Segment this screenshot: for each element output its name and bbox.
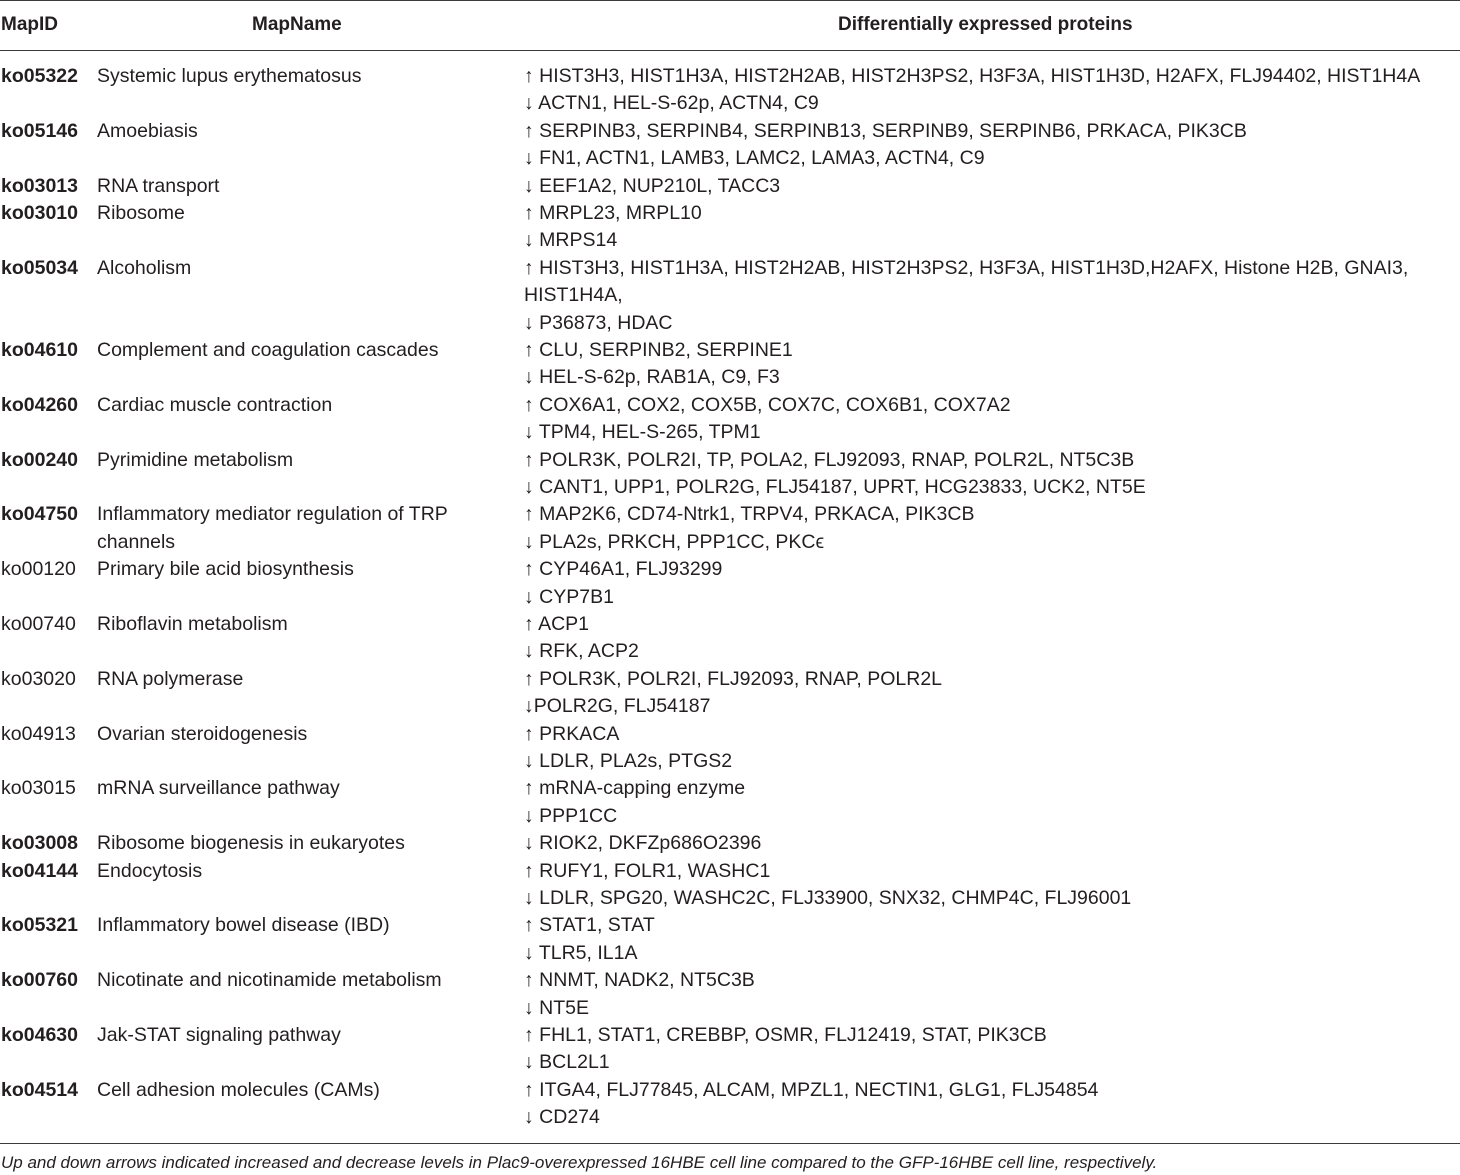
protein-line: ↑ STAT1, STAT bbox=[524, 914, 655, 937]
map-name: Ribosome biogenesis in eukaryotes bbox=[97, 832, 405, 855]
protein-line: ↓ BCL2L1 bbox=[524, 1051, 610, 1074]
map-id: ko05321 bbox=[1, 914, 78, 937]
map-id: ko00740 bbox=[1, 613, 76, 635]
table-bottom-rule bbox=[0, 1143, 1460, 1144]
protein-line: ↓ FN1, ACTN1, LAMB3, LAMC2, LAMA3, ACTN4, C9 bbox=[524, 147, 985, 170]
protein-list bbox=[524, 666, 1454, 721]
protein-line: ↑ HIST3H3, HIST1H3A, HIST2H2AB, HIST2H3PS2, H3F3A, HIST1H3D, H2AFX, FLJ94402, HIST1H4A bbox=[524, 65, 1421, 87]
protein-line: ↓ TPM4, HEL-S-265, TPM1 bbox=[524, 421, 761, 444]
protein-line: ↑ RUFY1, FOLR1, WASHC1 bbox=[524, 859, 771, 882]
protein-line: ↓ HEL-S-62p, RAB1A, C9, F3 bbox=[524, 366, 780, 389]
protein-list bbox=[524, 501, 1454, 556]
protein-line: ↓ ACTN1, HEL-S-62p, ACTN4, C9 bbox=[524, 92, 819, 115]
protein-list bbox=[524, 337, 1454, 392]
protein-line: ↓ PPP1CC bbox=[524, 804, 618, 827]
header-mapid: MapID bbox=[1, 14, 58, 35]
map-id: ko00120 bbox=[1, 558, 76, 581]
protein-line: ↓ TLR5, IL1A bbox=[524, 941, 638, 964]
map-id: ko04514 bbox=[1, 1078, 78, 1101]
map-id: ko04610 bbox=[1, 339, 78, 361]
map-name: Primary bile acid biosynthesis bbox=[97, 558, 354, 581]
protein-line: ↓ CD274 bbox=[524, 1106, 600, 1129]
map-id: ko00760 bbox=[1, 969, 78, 992]
protein-line: ↑ PRKACA bbox=[524, 722, 620, 745]
protein-line: ↑ ITGA4, FLJ77845, ALCAM, MPZL1, NECTIN1, GLG1, FLJ54854 bbox=[524, 1078, 1099, 1101]
map-name: Alcoholism bbox=[97, 256, 192, 279]
map-id: ko03020 bbox=[1, 667, 76, 690]
map-name: Complement and coagulation cascades bbox=[97, 339, 439, 361]
map-name: RNA transport bbox=[97, 174, 220, 197]
protein-list bbox=[524, 1022, 1454, 1077]
map-id: ko00240 bbox=[1, 448, 78, 471]
map-name: Ribosome bbox=[97, 202, 185, 224]
protein-line: ↓ RIOK2, DKFZp686O2396 bbox=[524, 832, 762, 855]
protein-list bbox=[524, 118, 1454, 173]
map-id: ko05146 bbox=[1, 119, 78, 142]
protein-line: ↑ COX6A1, COX2, COX5B, COX7C, COX6B1, COX7A2 bbox=[524, 393, 1011, 416]
map-id: ko03010 bbox=[1, 202, 78, 224]
protein-line: ↑ NNMT, NADK2, NT5C3B bbox=[524, 969, 755, 992]
protein-list bbox=[524, 775, 1454, 830]
protein-list bbox=[524, 830, 1454, 857]
protein-line: ↑ SERPINB3, SERPINB4, SERPINB13, SERPINB9, SERPINB6, PRKACA, PIK3CB bbox=[524, 119, 1247, 142]
map-id: ko04913 bbox=[1, 722, 76, 745]
protein-line: ↓POLR2G, FLJ54187 bbox=[524, 695, 711, 718]
protein-list bbox=[524, 556, 1454, 611]
map-name: Amoebiasis bbox=[97, 119, 198, 142]
protein-list bbox=[524, 255, 1454, 337]
map-id: ko03015 bbox=[1, 777, 76, 800]
protein-line: ↓ MRPS14 bbox=[524, 229, 618, 252]
map-id: ko04750 bbox=[1, 503, 78, 526]
protein-line: ↑ ACP1 bbox=[524, 613, 590, 635]
protein-line: ↓ CYP7B1 bbox=[524, 585, 614, 608]
map-id: ko04260 bbox=[1, 393, 78, 416]
map-id: ko03008 bbox=[1, 832, 78, 855]
map-name: Jak-STAT signaling pathway bbox=[97, 1024, 341, 1046]
map-name: Pyrimidine metabolism bbox=[97, 448, 294, 471]
protein-line: ↑ POLR3K, POLR2I, TP, POLA2, FLJ92093, RNAP, POLR2L, NT5C3B bbox=[524, 448, 1135, 471]
protein-list bbox=[524, 858, 1454, 913]
protein-line: ↓ EEF1A2, NUP210L, TACC3 bbox=[524, 174, 781, 197]
protein-line: ↓ LDLR, PLA2s, PTGS2 bbox=[524, 750, 733, 772]
map-name: Systemic lupus erythematosus bbox=[97, 65, 362, 87]
protein-list bbox=[524, 200, 1454, 255]
protein-line: ↑ mRNA-capping enzyme bbox=[524, 777, 746, 800]
protein-list bbox=[524, 447, 1454, 502]
protein-line: ↑ FHL1, STAT1, CREBBP, OSMR, FLJ12419, STAT, PIK3CB bbox=[524, 1024, 1047, 1046]
protein-list bbox=[524, 173, 1454, 200]
protein-line: ↓ RFK, ACP2 bbox=[524, 640, 639, 663]
map-id: ko05322 bbox=[1, 65, 78, 87]
protein-line: ↓ LDLR, SPG20, WASHC2C, FLJ33900, SNX32, CHMP4C, FLJ96001 bbox=[524, 887, 1132, 909]
protein-line: ↓ PLA2s, PRKCH, PPP1CC, PKCϵ bbox=[524, 530, 825, 553]
protein-line: ↑ CYP46A1, FLJ93299 bbox=[524, 558, 723, 581]
protein-line: ↑ HIST3H3, HIST1H3A, HIST2H2AB, HIST2H3PS2, H3F3A, HIST1H3D,H2AFX, Histone H2B, GNAI3, bbox=[524, 256, 1409, 279]
map-id: ko03013 bbox=[1, 174, 78, 197]
map-name: Cardiac muscle contraction bbox=[97, 393, 333, 416]
map-name: Cell adhesion molecules (CAMs) bbox=[97, 1078, 380, 1101]
map-id: ko04144 bbox=[1, 859, 78, 882]
header-proteins: Differentially expressed proteins bbox=[838, 14, 1133, 35]
map-id: ko05034 bbox=[1, 256, 78, 279]
protein-list bbox=[524, 912, 1454, 967]
protein-line: ↓ CANT1, UPP1, POLR2G, FLJ54187, UPRT, HCG23833, UCK2, NT5E bbox=[524, 476, 1146, 498]
table-caption: Up and down arrows indicated increased and decrease levels in Plac9-overexpressed 16HBE cell line compared to the GFP-16HBE cell line, respectively. bbox=[1, 1153, 1158, 1172]
protein-line: ↑ MAP2K6, CD74-Ntrk1, TRPV4, PRKACA, PIK3CB bbox=[524, 503, 975, 526]
protein-line: ↑ POLR3K, POLR2I, FLJ92093, RNAP, POLR2L bbox=[524, 667, 943, 690]
map-name: Riboflavin metabolism bbox=[97, 613, 288, 635]
map-name: Inflammatory bowel disease (IBD) bbox=[97, 914, 390, 937]
protein-list bbox=[524, 611, 1454, 666]
protein-list bbox=[524, 63, 1454, 118]
protein-list bbox=[524, 967, 1454, 1022]
header-bottom-rule bbox=[0, 50, 1460, 51]
map-name: Ovarian steroidogenesis bbox=[97, 722, 308, 745]
protein-list bbox=[524, 721, 1454, 776]
map-name: Endocytosis bbox=[97, 859, 203, 882]
protein-line: ↓ NT5E bbox=[524, 996, 590, 1019]
map-name: Nicotinate and nicotinamide metabolism bbox=[97, 969, 442, 992]
map-name: Inflammatory mediator regulation of TRP channels bbox=[97, 503, 448, 553]
protein-line: ↑ CLU, SERPINB2, SERPINE1 bbox=[524, 339, 793, 361]
protein-line: HIST1H4A, bbox=[524, 284, 623, 307]
map-name: RNA polymerase bbox=[97, 667, 244, 690]
header-mapname: MapName bbox=[252, 14, 342, 35]
protein-list bbox=[524, 1077, 1454, 1132]
map-id: ko04630 bbox=[1, 1024, 78, 1046]
protein-line: ↓ P36873, HDAC bbox=[524, 311, 673, 334]
protein-list bbox=[524, 392, 1454, 447]
protein-line: ↑ MRPL23, MRPL10 bbox=[524, 202, 702, 224]
table-top-rule bbox=[0, 0, 1460, 1]
map-name: mRNA surveillance pathway bbox=[97, 777, 340, 800]
